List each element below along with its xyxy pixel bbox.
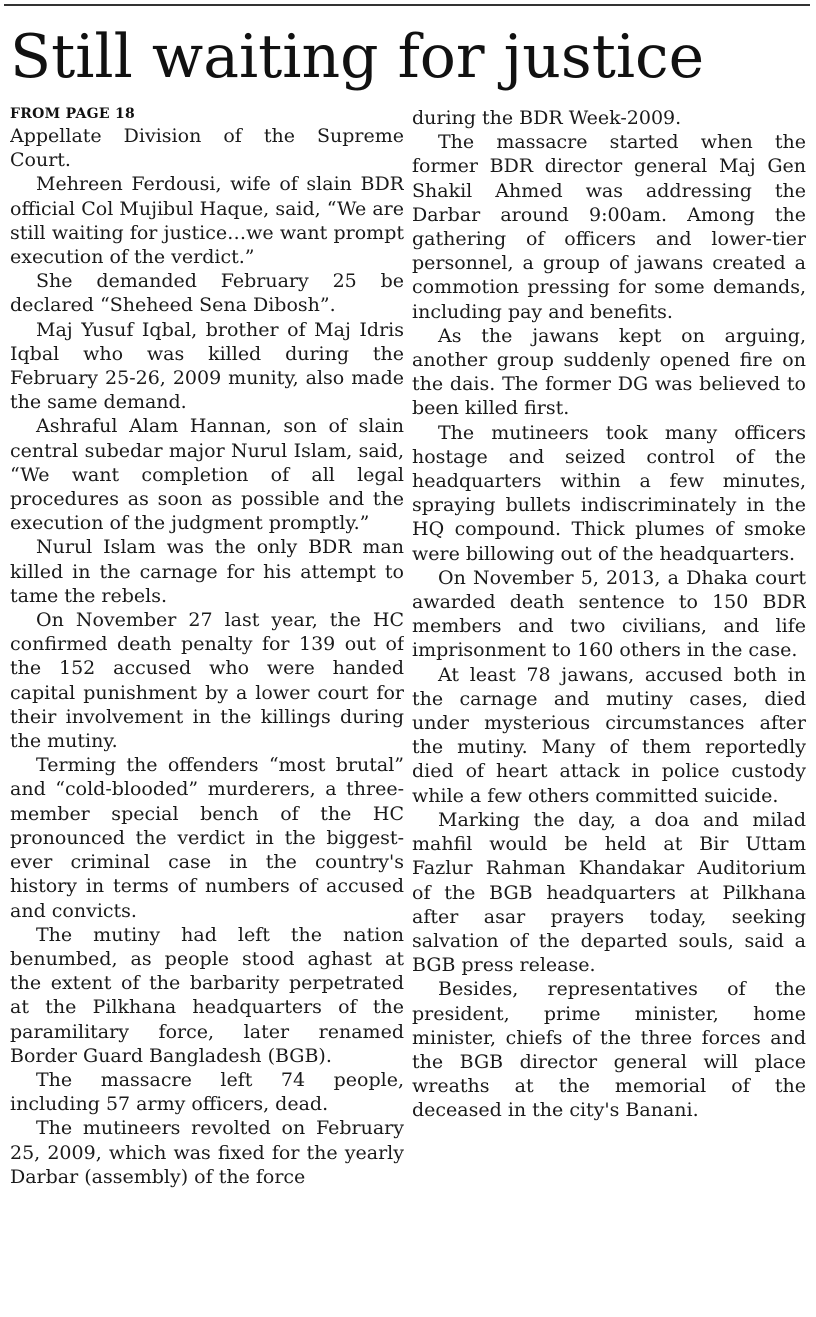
paragraph: As the jawans kept on arguing, another group suddenly opened fire on the dais. The former DG was believed to been killed first. xyxy=(412,324,806,420)
paragraph: At least 78 jawans, accused both in the carnage and mutiny cases, died under mysterious circumstances after the mutiny. Many of them reportedly died of heart attack in police custody while a few others committed suicide. xyxy=(412,663,806,807)
paragraph: Besides, representatives of the president, prime minister, home minister, chiefs of the three forces and the BGB director general will place wreaths at the memorial of the deceased in the city's Banani. xyxy=(412,978,806,1122)
paragraph: Terming the offenders “most brutal” and “cold-blooded” murderers, a three-member special bench of the HC pronounced the verdict in the biggest-ever criminal case in the country's history in terms of numbers of accused and convicts. xyxy=(10,754,404,922)
headline: Still waiting for justice xyxy=(10,22,705,92)
paragraph: Mehreen Ferdousi, wife of slain BDR official Col Mujibul Haque, said, “We are still waiting for justice…we want prompt execution of the verdict.” xyxy=(10,173,404,269)
column-right xyxy=(412,106,806,1306)
paragraph: On November 5, 2013, a Dhaka court awarded death sentence to 150 BDR members and two civilians, and life imprisonment to 160 others in the case. xyxy=(412,566,806,662)
paragraph: Nurul Islam was the only BDR man killed in the carnage for his attempt to tame the rebels. xyxy=(10,536,404,607)
top-rule xyxy=(4,4,810,6)
paragraph: Appellate Division of the Supreme Court. xyxy=(10,125,404,172)
paragraph: The massacre left 74 people, including 57 army officers, dead. xyxy=(10,1068,404,1116)
paragraph: Ashraful Alam Hannan, son of slain central subedar major Nurul Islam, said, “We want completion of all legal procedures as soon as possible and the execution of the judgment promptly.” xyxy=(10,415,404,535)
paragraph: during the BDR Week-2009. xyxy=(412,107,682,129)
paragraph: The massacre started when the former BDR director general Maj Gen Shakil Ahmed was addressing the Darbar around 9:00am. Among the gathering of officers and lower-tier personnel, a group of jawans created a commotion pressing for some demands, including pay and benefits. xyxy=(412,131,806,323)
article-body xyxy=(10,106,806,1306)
paragraph: The mutiny had left the nation benumbed, as people stood aghast at the extent of the barbarity perpetrated at the Pilkhana headquarters of the paramilitary force, later renamed Border Guard Bangladesh (BGB). xyxy=(10,923,404,1067)
paragraph: On November 27 last year, the HC confirmed death penalty for 139 out of the 152 accused who were handed capital punishment by a lower court for their involvement in the killings during the mutiny. xyxy=(10,609,404,753)
jump-label: FROM PAGE 18 xyxy=(10,106,136,122)
paragraph: Maj Yusuf Iqbal, brother of Maj Idris Iqbal who was killed during the February 25-26, 2009 munity, also made the same demand. xyxy=(10,318,404,414)
paragraph: The mutineers took many officers hostage and seized control of the headquarters within a few minutes, spraying bullets indiscriminately in the HQ compound. Thick plumes of smoke were billowing out of the headquarters. xyxy=(412,421,806,565)
paragraph: Marking the day, a doa and milad mahfil would be held at Bir Uttam Fazlur Rahman Khandakar Auditorium of the BGB headquarters at Pilkhana after asar prayers today, seeking salvation of the departed souls, said a BGB press release. xyxy=(412,808,806,977)
paragraph: She demanded February 25 be declared “Sheheed Sena Dibosh”. xyxy=(10,270,404,317)
paragraph: The mutineers revolted on February 25, 2009, which was fixed for the yearly Darbar (assembly) of the force xyxy=(10,1117,404,1188)
column-left xyxy=(10,106,404,1306)
